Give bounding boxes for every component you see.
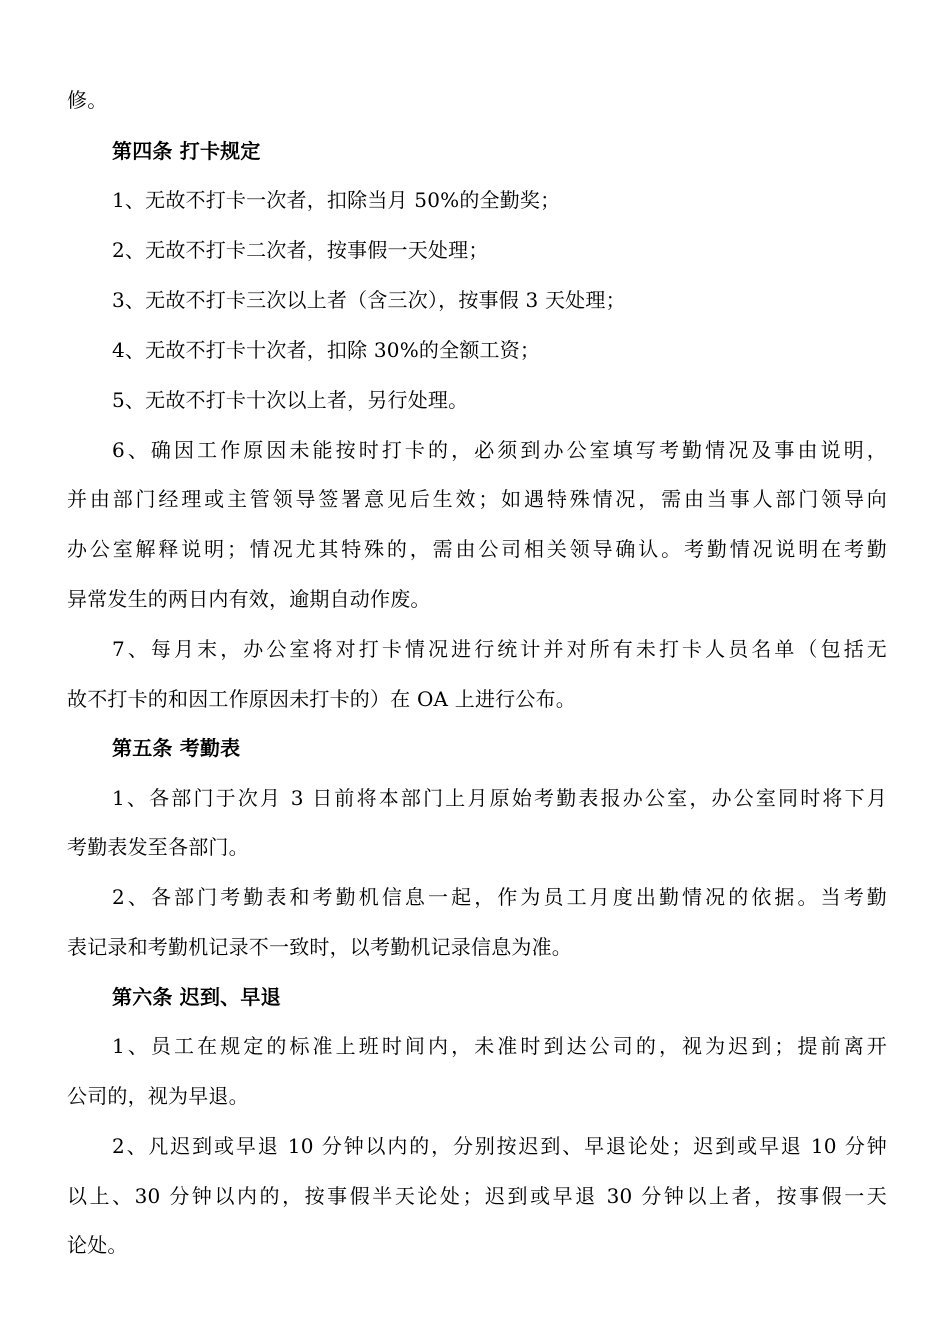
paragraph-line: 以上、30 分钟以内的，按事假半天论处；迟到或早退 30 分钟以上者，按事假一天 (67, 1184, 887, 1208)
paragraph-line: 表记录和考勤机记录不一致时，以考勤机记录信息为准。 (67, 935, 572, 959)
list-item: 3、无故不打卡三次以上者（含三次），按事假 3 天处理； (112, 288, 626, 312)
section-heading-article-6: 第六条 迟到、早退 (112, 985, 281, 1009)
list-item: 6、确因工作原因未能按时打卡的，必须到办公室填写考勤情况及事由说明， (112, 438, 887, 462)
paragraph-line: 办公室解释说明；情况尤其特殊的，需由公司相关领导确认。考勤情况说明在考勤 (67, 537, 887, 561)
list-item: 7、每月末，办公室将对打卡情况进行统计并对所有未打卡人员名单（包括无 (112, 637, 887, 661)
paragraph-line: 异常发生的两日内有效，逾期自动作废。 (67, 587, 431, 611)
list-item: 2、凡迟到或早退 10 分钟以内的，分别按迟到、早退论处；迟到或早退 10 分钟 (112, 1134, 887, 1158)
paragraph-line: 考勤表发至各部门。 (67, 835, 249, 859)
paragraph-continuation: 修。 (67, 88, 108, 112)
section-heading-article-5: 第五条 考勤表 (112, 736, 241, 760)
paragraph-line: 公司的，视为早退。 (67, 1084, 249, 1108)
list-item: 2、各部门考勤表和考勤机信息一起，作为员工月度出勤情况的依据。当考勤 (112, 885, 887, 909)
list-item: 4、无故不打卡十次者，扣除 30%的全额工资； (112, 338, 541, 362)
list-item: 5、无故不打卡十次以上者，另行处理。 (112, 388, 469, 412)
paragraph-line: 论处。 (67, 1233, 128, 1257)
list-item: 2、无故不打卡二次者，按事假一天处理； (112, 238, 489, 262)
paragraph-line: 故不打卡的和因工作原因未打卡的）在 OA 上进行公布。 (67, 687, 576, 711)
section-heading-article-4: 第四条 打卡规定 (112, 139, 261, 163)
list-item: 1、员工在规定的标准上班时间内，未准时到达公司的，视为迟到；提前离开 (112, 1034, 887, 1058)
list-item: 1、无故不打卡一次者，扣除当月 50%的全勤奖； (112, 188, 561, 212)
paragraph-line: 并由部门经理或主管领导签署意见后生效；如遇特殊情况，需由当事人部门领导向 (67, 487, 887, 511)
list-item: 1、各部门于次月 3 日前将本部门上月原始考勤表报办公室，办公室同时将下月 (112, 786, 887, 810)
